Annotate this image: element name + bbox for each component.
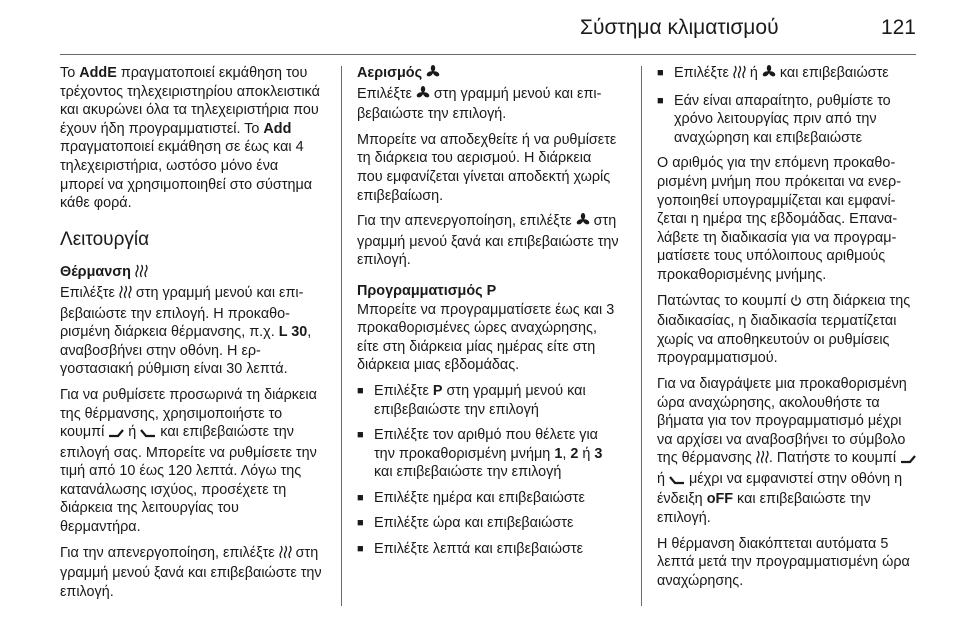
column-3 [657,64,919,597]
intro-paragraph: Το AddE πραγματοποιεί εκμάθηση του τρέχοντος τηλεχειριστηρίου αποκλειστικά και ακυρώνει όλα τα τηλεχειριστήρια που έχουν ήδη προγραμματιστεί. Το Add πραγματοποιεί εκμάθηση σε έως και 4 τηλεχειριστήρια, ωστόσο μόνο ένα μπορεί να χρησιμοποιηθεί στο σύστημα κάθε φορά. [60,65,320,212]
list-item: ■ Επιλέξτε ώρα και επιβεβαιώστε [357,514,619,533]
column-divider-2 [641,66,642,606]
ventilation-paragraph-3: Για την απενεργοποίηση, επιλέξτε στη γραμμή μενού ξανά και επιβεβαιώστε την επιλογή. [357,213,619,269]
heating-icon [733,65,746,85]
programming-steps-list-continued [657,64,919,147]
page-number: 121 [880,16,916,39]
plus-button-icon [669,472,685,491]
power-icon [790,294,802,313]
heating-icon [135,264,148,284]
minus-button-icon [900,451,916,470]
heating-heading: Θέρμανση [60,263,322,284]
preset-paragraph: Ο αριθμός για την επόμενη προκαθορισμένη μνήμη που πρόκειται να ενεργοποιηθεί υπογραμμίζεται και εμφανίζεται η ημέρα της εβδομάδας. Επαναλάβετε τη διαδικασία για να προγραμματίσετε τους υπόλοιπους αριθμούς προκαθορισμένης μνήμης. [657,155,901,283]
heating-icon [119,285,132,305]
ventilation-heading: Αερισμός [357,64,619,85]
list-item: ■ Επιλέξτε P στη γραμμή μενού και επιβεβαιώστε την επιλογή [357,382,619,419]
delete-paragraph: Για να διαγράψετε μια προκαθορισμένη ώρα αναχώρησης, ακολουθήστε τα βήματα για τον προγραμματισμό μέχρι να αρχίσει να αναβοσβήνει το σύμβολο της θέρμανσης . Πατήστε το κουμπί ή μέχρι να εμφανιστεί στην οθόνη η ένδειξη oFF και επιβεβαιώστε την επιλογή. [657,375,919,528]
list-item: ■ Επιλέξτε τον αριθμό που θέλετε για την προκαθορισμένη μνήμη 1, 2 ή 3 και επιβεβαιώστε την επιλογή [357,426,619,482]
programming-steps-list [357,382,619,559]
fan-icon [426,65,440,85]
fan-icon [762,65,776,85]
minus-button-icon [108,425,124,444]
heating-paragraph-3: Για την απενεργοποίηση, επιλέξτε στη γραμμή μενού ξανά και επιβεβαιώστε την επιλογή. [60,544,322,600]
section-heading-operation: Λειτουργία [60,228,150,250]
programming-paragraph: Μπορείτε να προγραμματίσετε έως και 3 προκαθορισμένες ώρες αναχώρησης, είτε στη διάρκεια μίας ημέρας είτε στη διάρκεια μιας εβδομάδας. [357,301,615,374]
cancel-paragraph: Πατώντας το κουμπί στη διάρκεια της διαδικασίας, η διαδικασία τερματίζεται χωρίς να αποθηκευτούν οι ρυθμίσεις προγραμματισμού. [657,292,911,367]
list-item: ■ Επιλέξτε λεπτά και επιβεβαιώστε [357,540,619,559]
plus-button-icon [140,425,156,444]
heating-icon [756,450,769,470]
page-header-title: Σύστημα κλιματισμού [580,16,779,39]
header-rule [60,54,916,55]
heating-icon [279,545,292,565]
heating-paragraph-2: Για να ρυθμίσετε προσωρινά τη διάρκεια της θέρμανσης, χρησιμοποιήστε το κουμπί ή και επιβεβαιώστε την επιλογή σας. Μπορείτε να ρυθμίσετε την τιμή από 10 έως 120 λεπτά. Λόγω της κατανάλωσης ισχύος, προσέχετε τη διάρκεια της λειτουργίας του θερμαντήρα. [60,386,317,536]
list-item: ■ Εάν είναι απαραίτητο, ρυθμίστε το χρόνο λειτουργίας πριν από την αναχώρηση και επιβεβαιώστε [657,92,919,148]
heating-paragraph-1: Επιλέξτε στη γραμμή μενού και επιβεβαιώστε την επιλογή. Η προκαθορισμένη διάρκεια θέρμανσης, π.χ. L 30, αναβοσβήνει στην οθόνη. Η εργοστασιακή ρύθμιση είναι 30 λεπτά. [60,284,312,378]
ventilation-paragraph-2: Μπορείτε να αποδεχθείτε ή να ρυθμίσετε τη διάρκεια του αερισμού. Η διάρκεια που εμφανίζεται γίνεται αποδεκτή χωρίς επιβεβαίωση. [357,131,617,204]
fan-icon [416,86,430,106]
auto-stop-paragraph: Η θέρμανση διακόπτεται αυτόματα 5 λεπτά μετά την προγραμματισμένη ώρα αναχώρησης. [657,535,910,589]
fan-icon [576,213,590,233]
column-divider-1 [341,66,342,606]
list-item: ■ Επιλέξτε ημέρα και επιβεβαιώστε [357,489,619,508]
ventilation-paragraph-1: Επιλέξτε στη γραμμή μενού και επιβεβαιώστε την επιλογή. [357,85,602,123]
column-2 [357,64,619,566]
list-item: ■ Επιλέξτε ή και επιβεβαιώστε [657,64,919,85]
programming-heading: Προγραμματισμός P [357,282,497,299]
column-1 [60,64,322,608]
